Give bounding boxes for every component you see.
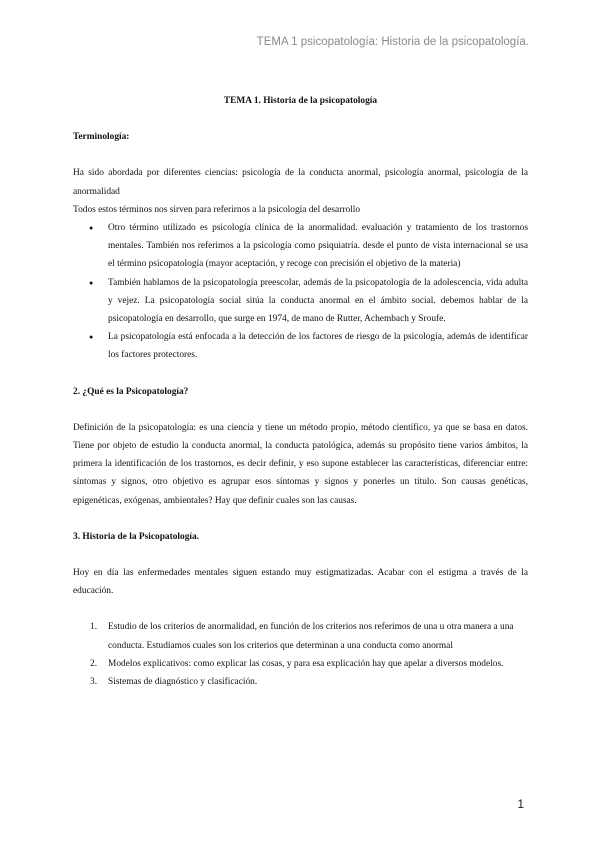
list-item: ● Otro término utilizado es psicología clínica de la anormalidad. evaluación y tratamiento de los trastornos mentales. También nos referimos a la psicología como psiquiatría. desde el punto de vista internacional se usa el término psicopatología (mayor aceptación, y recoge con precisión el objetivo de la materia) [73, 219, 528, 274]
section3-heading: 3. Historia de la Psicopatología. [73, 531, 200, 542]
section2-paragraph: Definición de la psicopatología: es una ciencia y tiene un método propio, método científico, ya que se basa en datos. Tiene por objeto de estudio la conducta anormal, la conducta patológica, además su propósito tiene varios ámbitos, la primera la identificación de los trastornos, es decir definir, y eso supone establecer las características, diferenciar entre: síntomas y signos, otro objetivo es agrupar esos síntomas y signos y ponerles un título. Son causas genéticas, epigenéticas, exógenas, ambientales? Hay que definir cuales son las causas. [73, 422, 528, 506]
intro-paragraph: Ha sido abordada por diferentes ciencias: psicología de la conducta anormal, psicología anormal, psicología de la anormalidad [73, 168, 528, 197]
list-text: Estudio de los criterios de anormalidad, en función de los criterios nos referimos de una u otra manera a una conducta. Estudiamos cuales son los criterios que determinan a una conducta como anormal [108, 622, 514, 651]
list-number: 1. [90, 622, 98, 633]
section3-paragraph: Hoy en día las enfermedades mentales siguen estando muy estigmatizadas. Acabar con el estigma a través de la educación. [73, 568, 528, 597]
running-header: TEMA 1 psicopatología: Historia de la psicopatología. [256, 36, 529, 48]
terminologia-heading: Terminología: [73, 132, 130, 143]
list-text: Sistemas de diagnóstico y clasificación. [108, 677, 258, 688]
numbered-list [73, 618, 528, 691]
section2-heading: 2. ¿Qué es la Psicopatología? [73, 386, 189, 397]
list-number: 3. [90, 677, 98, 688]
list-item [73, 655, 528, 673]
list-number: 2. [90, 658, 98, 669]
page-number: 1 [517, 797, 524, 811]
list-item: ● La psicopatología está enfocada a la detección de los factores de riesgo de la psicología, además de identificar los factores protectores. [73, 328, 528, 364]
list-item [73, 673, 528, 691]
bullet-list [73, 219, 528, 365]
list-text: Modelos explicativos: como explicar las cosas, y para esa explicación hay que apelar a diversos modelos. [108, 658, 504, 669]
list-item [73, 618, 528, 654]
intro-line: Todos estos términos nos sirven para referirnos a la psicología del desarrollo [73, 204, 361, 215]
document-title: TEMA 1. Historia de la psicopatología [223, 96, 378, 106]
list-item: ● También hablamos de la psicopatología preescolar, además de la psicopatología de la adolescencia, vida adulta y vejez. La psicopatología social sitúa la conducta anormal en el ámbito social. debemos hablar de la psicopatología en desarrollo, que surge en 1974, de mano de Rutter, Achembach y Sroufe. [73, 274, 528, 329]
document-body [73, 92, 528, 691]
